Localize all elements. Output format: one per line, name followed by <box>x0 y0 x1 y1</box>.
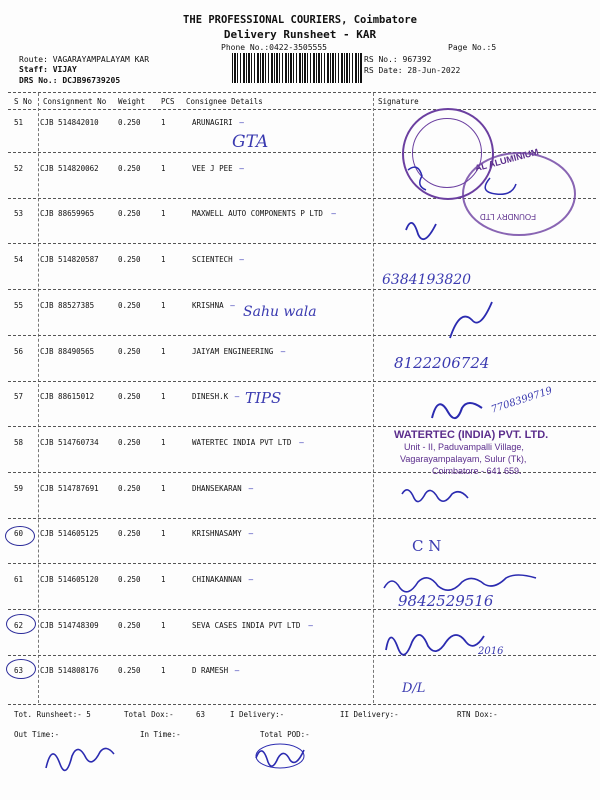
handwritten-note: TIPS <box>245 389 282 407</box>
document-title: Delivery Runsheet - KAR <box>223 28 377 41</box>
row-weight: 0.250 <box>118 164 141 173</box>
total-runsheet: Tot. Runsheet:- 5 <box>14 710 91 719</box>
footer-totals <box>0 710 600 722</box>
row-consignee: WATERTEC INDIA PVT LTD <box>192 438 292 447</box>
row-pcs: 1 <box>161 164 166 173</box>
row-pcs: 1 <box>161 255 166 264</box>
signature-initials: C N <box>412 537 442 555</box>
row-sno: 59 <box>14 484 24 493</box>
company-title: THE PROFESSIONAL COURIERS, Coimbatore <box>183 14 417 26</box>
row-sno: 55 <box>14 301 24 310</box>
row-weight: 0.250 <box>118 392 141 401</box>
row-weight: 0.250 <box>118 621 141 630</box>
col-consignment: Consignment No <box>43 97 107 106</box>
table-row <box>0 484 600 496</box>
row-consignment-number: CJB 514842010 <box>40 118 99 127</box>
row-sno: 60 <box>14 529 24 538</box>
rtn-dox: RTN Dox:- <box>457 710 498 719</box>
row-consignee: JAIYAM ENGINEERING <box>192 347 274 356</box>
row-consignment-number: CJB 514820587 <box>40 255 99 264</box>
stamp-address-line: Vagarayampalayam, Sulur (Tk), <box>400 454 527 464</box>
seal-text: AL ALUMINIUM <box>473 146 540 174</box>
footer-divider <box>8 704 596 705</box>
row-pcs: 1 <box>161 347 166 356</box>
handwritten-note: Sahu wala <box>243 304 317 320</box>
signature-scribble <box>380 572 550 594</box>
signature-phone: 8122206724 <box>394 354 490 372</box>
row-consignee: KRISHNA <box>192 301 224 310</box>
signature-scribbles <box>400 160 520 270</box>
signature-scribble <box>380 624 490 658</box>
signature-date: 2016 <box>478 646 504 657</box>
row-consignee: VEE J PEE <box>192 164 233 173</box>
staff: Staff: VIJAY <box>19 65 77 74</box>
row-consignee: CHINAKANNAN <box>192 575 242 584</box>
row-consignment-number: CJB 514787691 <box>40 484 99 493</box>
rs-date: RS Date: 28-Jun-2022 <box>364 66 461 75</box>
tick-mark: – <box>248 529 254 538</box>
row-divider <box>8 563 596 564</box>
row-sno: 52 <box>14 164 24 173</box>
table-row <box>0 529 600 541</box>
row-sno: 63 <box>14 666 24 675</box>
row-pcs: 1 <box>161 666 166 675</box>
stamp-address-line: Coimbatore - 641 659. <box>432 466 522 476</box>
total-pod: Total POD:- <box>260 730 310 739</box>
row-divider <box>8 518 596 519</box>
tick-mark: – <box>230 301 235 310</box>
row-consignment-number: CJB 88527385 <box>40 301 95 310</box>
row-consignment-number: CJB 514605125 <box>40 529 99 538</box>
table-row <box>0 347 600 359</box>
table-header <box>0 97 600 109</box>
header-divider <box>8 92 596 93</box>
row-sno: 62 <box>14 621 24 630</box>
row-sno: 61 <box>14 575 24 584</box>
row-consignment-number: CJB 514820062 <box>40 164 99 173</box>
drs-number: DRS No.: DCJB96739205 <box>19 76 121 85</box>
row-consignee: MAXWELL AUTO COMPONENTS P LTD <box>192 209 323 218</box>
row-consignment-number: CJB 514748309 <box>40 621 99 630</box>
tick-mark: – <box>248 575 254 584</box>
in-time: In Time:- <box>140 730 181 739</box>
row-divider <box>8 335 596 336</box>
tick-mark: – <box>248 484 254 493</box>
circled-row-marker <box>6 659 36 679</box>
seal-subtext: FOUNDRY LTD <box>480 212 537 221</box>
row-pcs: 1 <box>161 301 166 310</box>
page-number: Page No.:5 <box>448 43 497 52</box>
tick-mark: – <box>239 255 244 264</box>
row-consignee: KRISHNASAMY <box>192 529 242 538</box>
row-consignee: DINESH.K <box>192 392 229 401</box>
signature-phone: 6384193820 <box>382 272 472 288</box>
col-consignee: Consignee Details <box>186 97 263 106</box>
signature-scribble <box>428 392 488 424</box>
signature-scribble <box>398 480 488 504</box>
rs-number: RS No.: 967392 <box>364 55 432 64</box>
row-sno: 54 <box>14 255 24 264</box>
row-weight: 0.250 <box>118 529 141 538</box>
row-consignment-number: CJB 514808176 <box>40 666 99 675</box>
out-time: Out Time:- <box>14 730 60 739</box>
circled-row-marker <box>6 614 36 634</box>
row-sno: 56 <box>14 347 24 356</box>
row-sno: 58 <box>14 438 24 447</box>
phone-number: Phone No.:0422-3505555 <box>221 43 327 52</box>
row-divider <box>8 381 596 382</box>
row-sno: 53 <box>14 209 24 218</box>
row-consignee: SCIENTECH <box>192 255 233 264</box>
row-divider <box>8 289 596 290</box>
row-pcs: 1 <box>161 209 166 218</box>
row-weight: 0.250 <box>118 301 141 310</box>
tick-mark: – <box>299 438 304 447</box>
table-row <box>0 621 600 633</box>
row-pcs: 1 <box>161 575 166 584</box>
circled-row-marker <box>5 526 35 546</box>
stamp-address-line: Unit - II, Paduvampalli Village, <box>404 442 524 452</box>
row-weight: 0.250 <box>118 255 141 264</box>
tick-mark: – <box>331 209 336 218</box>
total-dox-value: 63 <box>196 710 206 719</box>
row-weight: 0.250 <box>118 666 141 675</box>
table-row <box>0 666 600 678</box>
row-consignment-number: CJB 514760734 <box>40 438 99 447</box>
tick-mark: – <box>234 392 240 401</box>
signature-out-time <box>40 738 120 778</box>
row-divider <box>8 609 596 610</box>
signature-scribble <box>445 298 495 343</box>
stamp-company-name: WATERTEC (INDIA) PVT. LTD. <box>394 429 549 441</box>
row-pcs: 1 <box>161 484 166 493</box>
row-sno: 51 <box>14 118 24 127</box>
tick-mark: – <box>239 118 244 127</box>
row-pcs: 1 <box>161 438 166 447</box>
row-sno: 57 <box>14 392 24 401</box>
row-consignee: DHANSEKARAN <box>192 484 242 493</box>
row-consignee: D RAMESH <box>192 666 229 675</box>
handwritten-note: GTA <box>232 132 269 152</box>
row-divider <box>8 426 596 427</box>
row-pcs: 1 <box>161 392 166 401</box>
row-consignment-number: CJB 514605120 <box>40 575 99 584</box>
row-pcs: 1 <box>161 529 166 538</box>
row-weight: 0.250 <box>118 347 141 356</box>
table-row <box>0 118 600 130</box>
row-consignment-number: CJB 88490565 <box>40 347 95 356</box>
signature-total-pod <box>250 738 310 772</box>
signature-initials: D/L <box>402 681 426 696</box>
signature-phone: 9842529516 <box>398 592 494 610</box>
tick-mark: – <box>234 666 240 675</box>
row-consignment-number: CJB 88615012 <box>40 392 95 401</box>
row-weight: 0.250 <box>118 575 141 584</box>
col-pcs: PCS <box>161 97 175 106</box>
i-delivery: I Delivery:- <box>230 710 285 719</box>
tick-mark: – <box>239 164 244 173</box>
table-header-divider <box>8 109 596 110</box>
col-weight: Weight <box>118 97 146 106</box>
row-weight: 0.250 <box>118 484 141 493</box>
col-signature: Signature <box>378 97 419 106</box>
route: Route: VAGARAYAMPALAYAM KAR <box>19 55 150 64</box>
ii-delivery: II Delivery:- <box>340 710 399 719</box>
signature-phone: 7708399719 <box>489 385 554 416</box>
row-pcs: 1 <box>161 621 166 630</box>
row-divider <box>8 655 596 656</box>
row-weight: 0.250 <box>118 209 141 218</box>
total-dox-label: Total Dox:- <box>124 710 174 719</box>
row-consignee: SEVA CASES INDIA PVT LTD <box>192 621 301 630</box>
row-consignee: ARUNAGIRI <box>192 118 233 127</box>
row-weight: 0.250 <box>118 438 141 447</box>
tick-mark: – <box>308 621 313 630</box>
row-weight: 0.250 <box>118 118 141 127</box>
barcode <box>232 53 362 83</box>
row-consignment-number: CJB 88659965 <box>40 209 95 218</box>
col-sno: S No <box>14 97 33 106</box>
row-pcs: 1 <box>161 118 166 127</box>
tick-mark: – <box>280 347 286 356</box>
